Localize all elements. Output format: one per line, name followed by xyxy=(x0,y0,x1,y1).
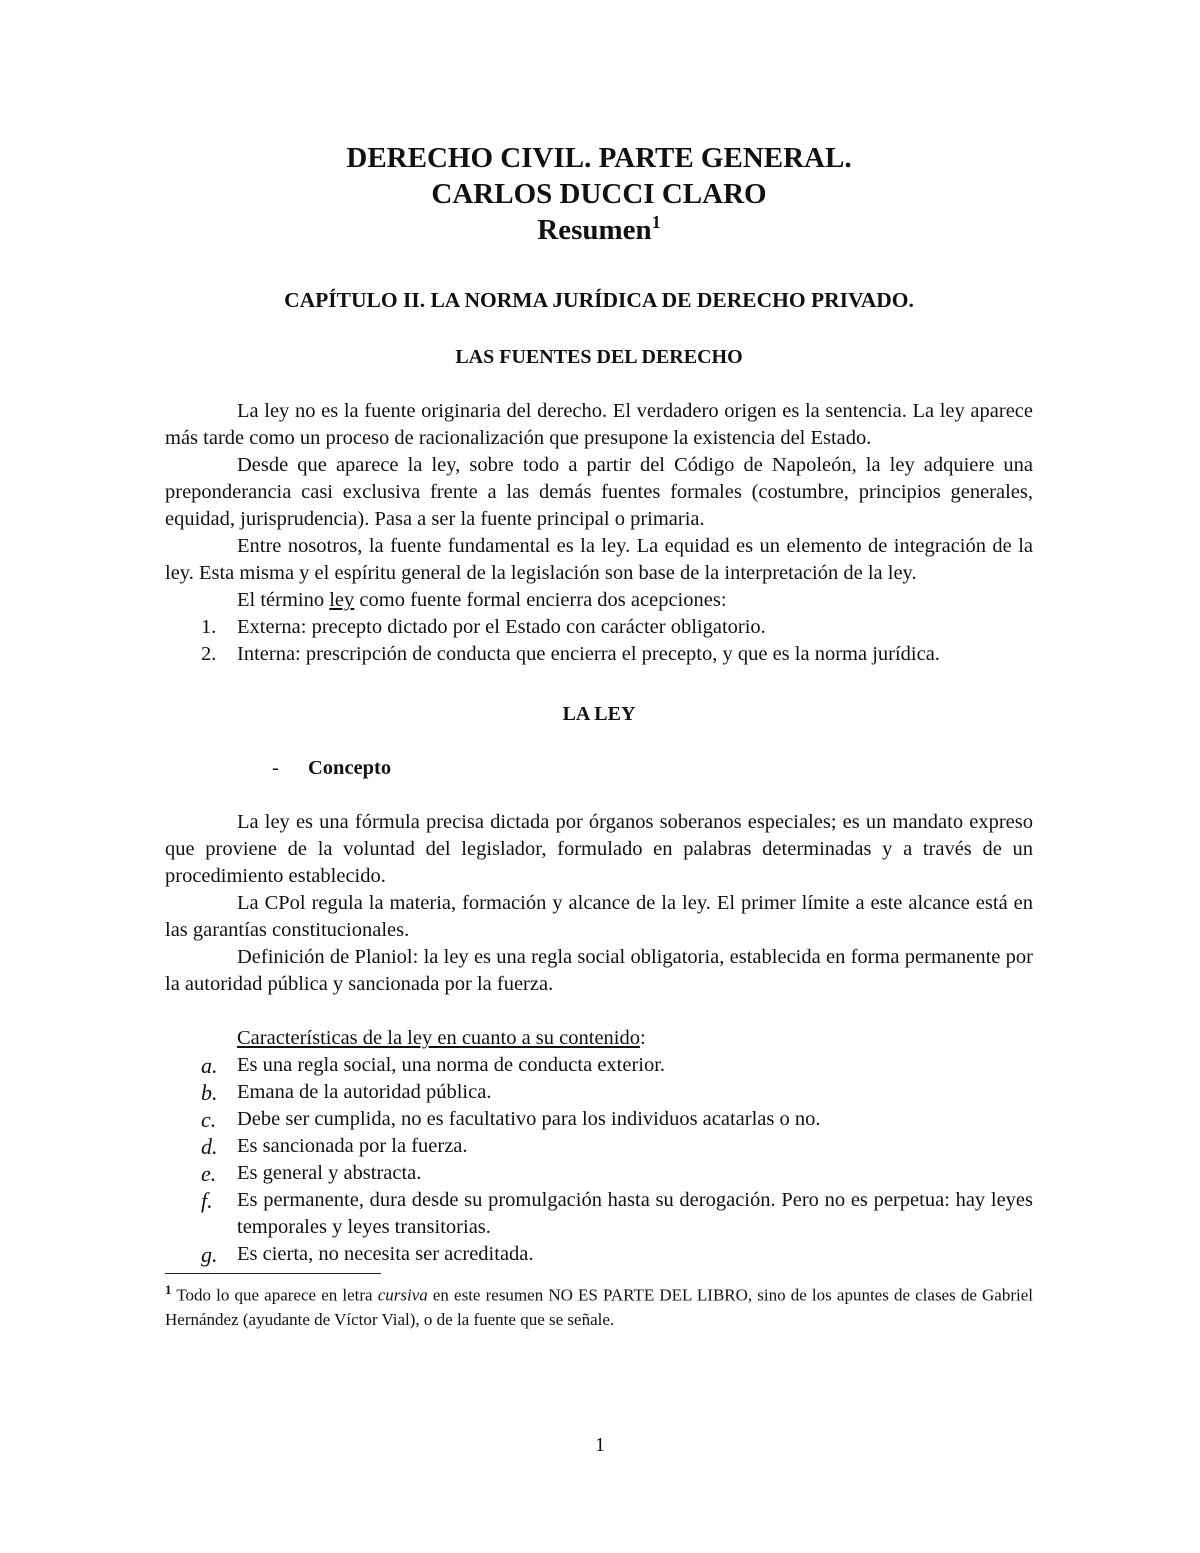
underlined-heading: Características de la ley en cuanto a su contenido xyxy=(237,1027,641,1049)
list-item xyxy=(165,614,1033,641)
chapter-title: CAPÍTULO II. LA NORMA JURÍDICA DE DERECHO PRIVADO. xyxy=(284,288,914,312)
paragraph: Entre nosotros, la fuente fundamental es la ley. La equidad es un elemento de integración de la ley. Esta misma y el espíritu general de la legislación son base de la interpretación de la ley. xyxy=(165,535,1033,584)
footnote-text: en este resumen NO ES PARTE DEL LIBRO, sino de los apuntes de clases de Gabriel Hernández (ayudante de Víctor Vial), o de la fuente que se señale. xyxy=(165,1285,1033,1329)
paragraph: Definición de Planiol: la ley es una regla social obligatoria, establecida en forma permanente por la autoridad pública y sancionada por la fuerza. xyxy=(165,946,1033,995)
paragraph: La ley no es la fuente originaria del derecho. El verdadero origen es la sentencia. La ley aparece más tarde como un proceso de racionalización que presupone la existencia del Estado. xyxy=(165,400,1033,449)
list-item xyxy=(165,1160,1033,1187)
list-marker: b. xyxy=(201,1080,218,1105)
section-title-ley: LA LEY xyxy=(562,703,636,725)
footnote-separator xyxy=(165,1273,381,1274)
characteristics-heading xyxy=(165,1025,1033,1052)
footnote-mark: 1 xyxy=(165,1282,172,1297)
list-marker: 1. xyxy=(201,616,217,638)
list-marker: e. xyxy=(201,1161,217,1186)
list-item xyxy=(165,1079,1033,1106)
list-marker: f. xyxy=(201,1188,213,1213)
list-item xyxy=(165,1106,1033,1133)
list-item-text: Es general y abstracta. xyxy=(237,1162,422,1184)
title-line-3 xyxy=(165,212,1033,248)
text-run: : xyxy=(640,1027,646,1049)
paragraph: Desde que aparece la ley, sobre todo a partir del Código de Napoleón, la ley adquiere una preponderancia casi exclusiva frente a las demás fuentes formales (costumbre, principios generales, equidad, jurisprudencia). Pasa a ser la fuente principal o primaria. xyxy=(165,454,1033,530)
page-number: 1 xyxy=(595,1434,605,1456)
list-item xyxy=(165,1052,1033,1079)
list-item xyxy=(165,1241,1033,1268)
footnote-reference[interactable]: 1 xyxy=(651,212,661,232)
title-resumen: Resumen xyxy=(537,214,652,246)
list-item-text: Es cierta, no necesita ser acreditada. xyxy=(237,1243,534,1265)
text-run: como fuente formal encierra dos acepciones: xyxy=(354,589,727,611)
footnote xyxy=(165,1278,1033,1332)
section-fuentes-body xyxy=(165,398,1033,668)
subheading-concepto xyxy=(165,757,1033,780)
underlined-term: ley xyxy=(329,589,355,611)
list-marker: c. xyxy=(201,1107,217,1132)
paragraph: La ley es una fórmula precisa dictada por órganos soberanos especiales; es un mandato expreso que proviene de la voluntad del legislador, formulado en palabras determinadas y a través de un procedimiento establecido. xyxy=(165,811,1033,887)
list-item xyxy=(165,641,1033,668)
list-item-text: Debe ser cumplida, no es facultativo para los individuos acatarlas o no. xyxy=(237,1108,821,1130)
footnote-text: Todo lo que aparece en letra xyxy=(171,1285,378,1305)
list-item-text: Interna: prescripción de conducta que encierra el precepto, y que es la norma jurídica. xyxy=(237,643,940,665)
list-item-text: Es sancionada por la fuerza. xyxy=(237,1135,468,1157)
section-title-fuentes: LAS FUENTES DEL DERECHO xyxy=(455,346,743,368)
document-title xyxy=(165,140,1033,248)
list-item-text: Es una regla social, una norma de conducta exterior. xyxy=(237,1054,666,1076)
list-marker: a. xyxy=(201,1053,218,1078)
subheading-text: Concepto xyxy=(308,757,392,779)
paragraph xyxy=(165,587,1033,614)
section-ley-body xyxy=(165,809,1033,998)
text-run: El término xyxy=(237,589,330,611)
numbered-list xyxy=(165,614,1033,668)
list-item xyxy=(165,1187,1033,1241)
list-marker: 2. xyxy=(201,643,217,665)
paragraph: La CPol regula la materia, formación y alcance de la ley. El primer límite a este alcance está en las garantías constitucionales. xyxy=(165,892,1033,941)
title-line-1: DERECHO CIVIL. PARTE GENERAL. xyxy=(346,142,852,174)
characteristics-list xyxy=(165,1052,1033,1268)
dash-bullet: - xyxy=(272,757,279,779)
list-item xyxy=(165,1133,1033,1160)
list-item-text: Externa: precepto dictado por el Estado con carácter obligatorio. xyxy=(237,616,766,638)
page-content xyxy=(165,140,1033,1332)
list-item-text: Es permanente, dura desde su promulgación hasta su derogación. Pero no es perpetua: hay leyes temporales y leyes transitorias. xyxy=(237,1189,1033,1238)
footnote-italic-word: cursiva xyxy=(377,1285,428,1305)
list-marker: d. xyxy=(201,1134,218,1159)
list-item-text: Emana de la autoridad pública. xyxy=(237,1081,492,1103)
title-line-2: CARLOS DUCCI CLARO xyxy=(431,178,767,210)
list-marker: g. xyxy=(201,1242,218,1267)
